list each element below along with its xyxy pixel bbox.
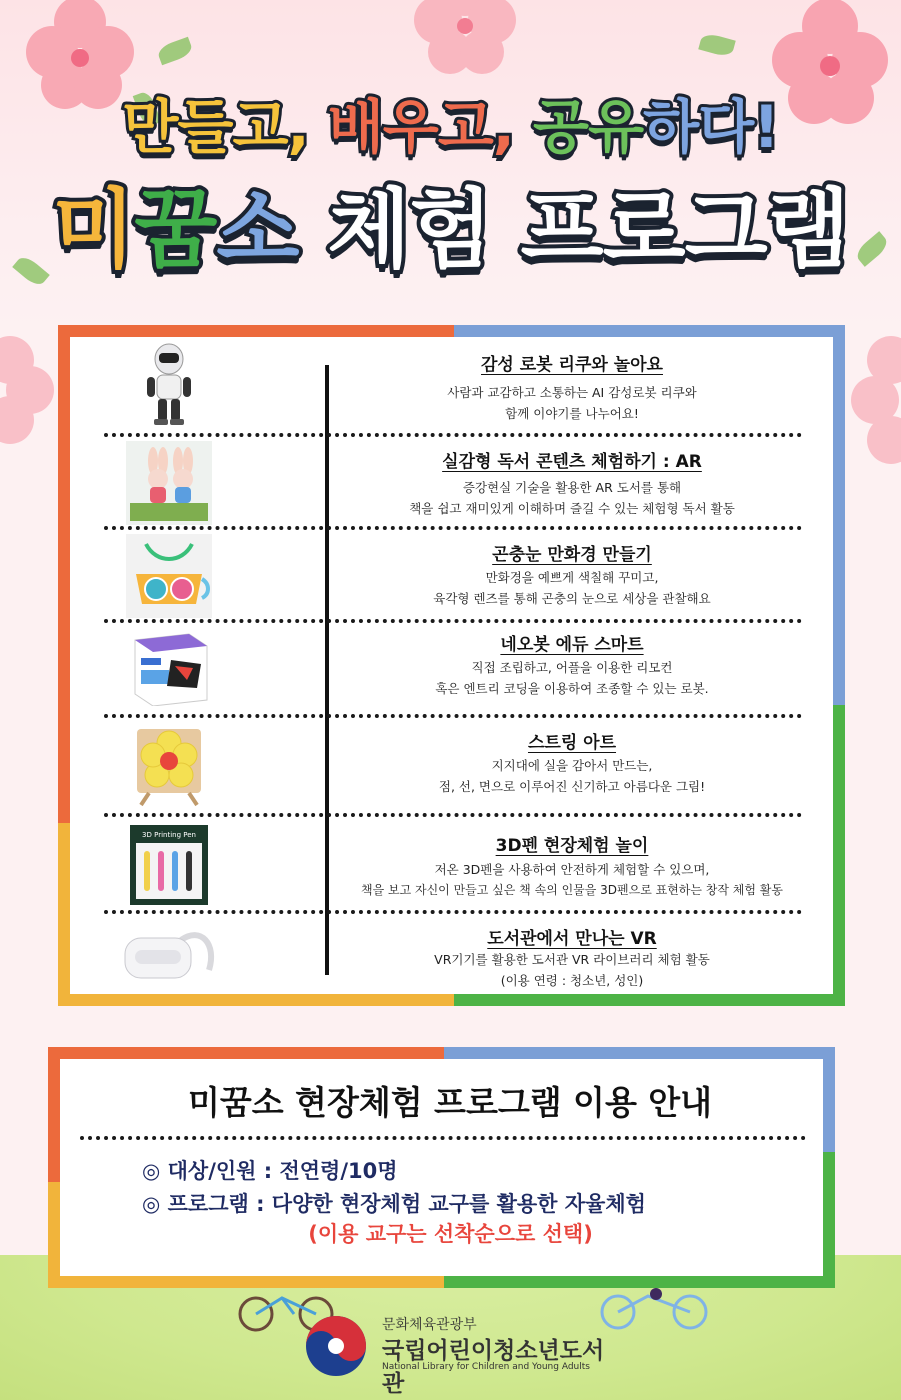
cherry-blossom-icon bbox=[400, 0, 530, 80]
row-divider bbox=[104, 433, 802, 437]
row-divider bbox=[104, 714, 802, 718]
program-title: 감성 로봇 리쿠와 놀아요 bbox=[481, 355, 663, 375]
program-desc: 책을 쉽고 재미있게 이해하며 즐길 수 있는 체험형 독서 활동 bbox=[409, 501, 735, 516]
program-desc: 점, 선, 면으로 이루어진 신기하고 아름다운 그림! bbox=[438, 779, 706, 794]
guide-note-paren: ( bbox=[308, 1222, 318, 1246]
program-desc: 함께 이야기를 나누어요! bbox=[505, 406, 639, 421]
title-part: 꿈 bbox=[134, 180, 217, 280]
row-divider bbox=[104, 619, 802, 623]
library-name-en: National Library for Children and Young Adults bbox=[382, 1362, 590, 1372]
program-desc: 책을 보고 자신이 만들고 싶은 책 속의 인물을 3D펜으로 표현하는 창작 체험 활동 bbox=[360, 883, 783, 897]
program-title: 3D펜 현장체험 놀이 bbox=[495, 836, 649, 856]
program-title: 실감형 독서 콘텐츠 체험하기 : AR bbox=[442, 452, 702, 472]
guide-program-line: ◎ 프로그램 : 다양한 현장체험 교구를 활용한 자율체험 bbox=[142, 1192, 646, 1216]
tagline-part: 공유 bbox=[513, 93, 644, 161]
divider-line bbox=[325, 365, 329, 975]
title-part: 미 bbox=[52, 180, 135, 280]
3d-pen-icon bbox=[94, 822, 244, 908]
program-title: 네오봇 에듀 스마트 bbox=[500, 635, 644, 655]
guide-divider bbox=[80, 1136, 806, 1140]
title-part: 소 bbox=[216, 180, 299, 280]
program-desc: 혹은 엔트리 코딩을 이용하여 조종할 수 있는 로봇. bbox=[435, 681, 709, 696]
program-desc: 만화경을 예쁘게 색칠해 꾸미고, bbox=[485, 570, 659, 585]
cherry-blossom-icon bbox=[845, 330, 901, 490]
page-title bbox=[0, 160, 901, 284]
3d-pen-thumb-label: 3D Printing Pen bbox=[142, 831, 196, 839]
kaleidoscope-icon bbox=[94, 533, 244, 619]
guide-note-paren: ) bbox=[583, 1222, 593, 1246]
guide-note bbox=[0, 1218, 901, 1248]
cherry-blossom-icon bbox=[0, 330, 60, 450]
program-title: 도서관에서 만나는 VR bbox=[487, 929, 657, 949]
program-title: 스트링 아트 bbox=[527, 733, 617, 753]
library-name: 국립어린이청소년도서관 bbox=[382, 1338, 605, 1397]
library-logo bbox=[300, 1310, 620, 1397]
guide-title: 미꿈소 현장체험 프로그램 이용 안내 bbox=[187, 1083, 713, 1122]
guide-note-text: 이용 교구는 선착순으로 선택 bbox=[317, 1222, 584, 1246]
ar-book-icon bbox=[94, 440, 244, 526]
program-desc: 증강현실 기술을 활용한 AR 도서를 통해 bbox=[462, 480, 682, 495]
guide-target-line: ◎ 대상/인원 : 전연령/10명 bbox=[142, 1159, 398, 1183]
program-title: 곤충눈 만화경 만들기 bbox=[492, 545, 652, 565]
row-divider bbox=[104, 813, 802, 817]
tagline-part: 하다! bbox=[643, 93, 779, 161]
tagline-part: 만들고, bbox=[122, 93, 309, 161]
program-desc: 지지대에 실을 감아서 만드는, bbox=[491, 758, 653, 773]
program-desc: (이용 연령 : 청소년, 성인) bbox=[500, 973, 644, 988]
ministry-name: 문화체육관광부 bbox=[382, 1317, 477, 1333]
vr-headset-icon bbox=[94, 912, 244, 998]
row-divider bbox=[104, 526, 802, 530]
program-desc: 저온 3D펜을 사용하여 안전하게 체험할 수 있으며, bbox=[434, 862, 710, 877]
string-art-icon bbox=[94, 722, 244, 808]
program-desc: 직접 조립하고, 어플을 이용한 리모컨 bbox=[471, 660, 673, 675]
program-desc: 사람과 교감하고 소통하는 AI 감성로봇 리쿠와 bbox=[447, 385, 697, 400]
tagline-part: 배우고, bbox=[308, 93, 514, 161]
robot-kit-icon bbox=[94, 625, 244, 711]
tagline bbox=[0, 80, 901, 164]
program-desc: VR기기를 활용한 도서관 VR 라이브러리 체험 활동 bbox=[434, 952, 710, 967]
taegeuk-logo-icon bbox=[304, 1314, 368, 1378]
title-part: 체험 프로그램 bbox=[298, 180, 849, 280]
robot-icon bbox=[94, 342, 244, 428]
program-desc: 육각형 렌즈를 통해 곤충의 눈으로 세상을 관찰해요 bbox=[433, 591, 711, 606]
